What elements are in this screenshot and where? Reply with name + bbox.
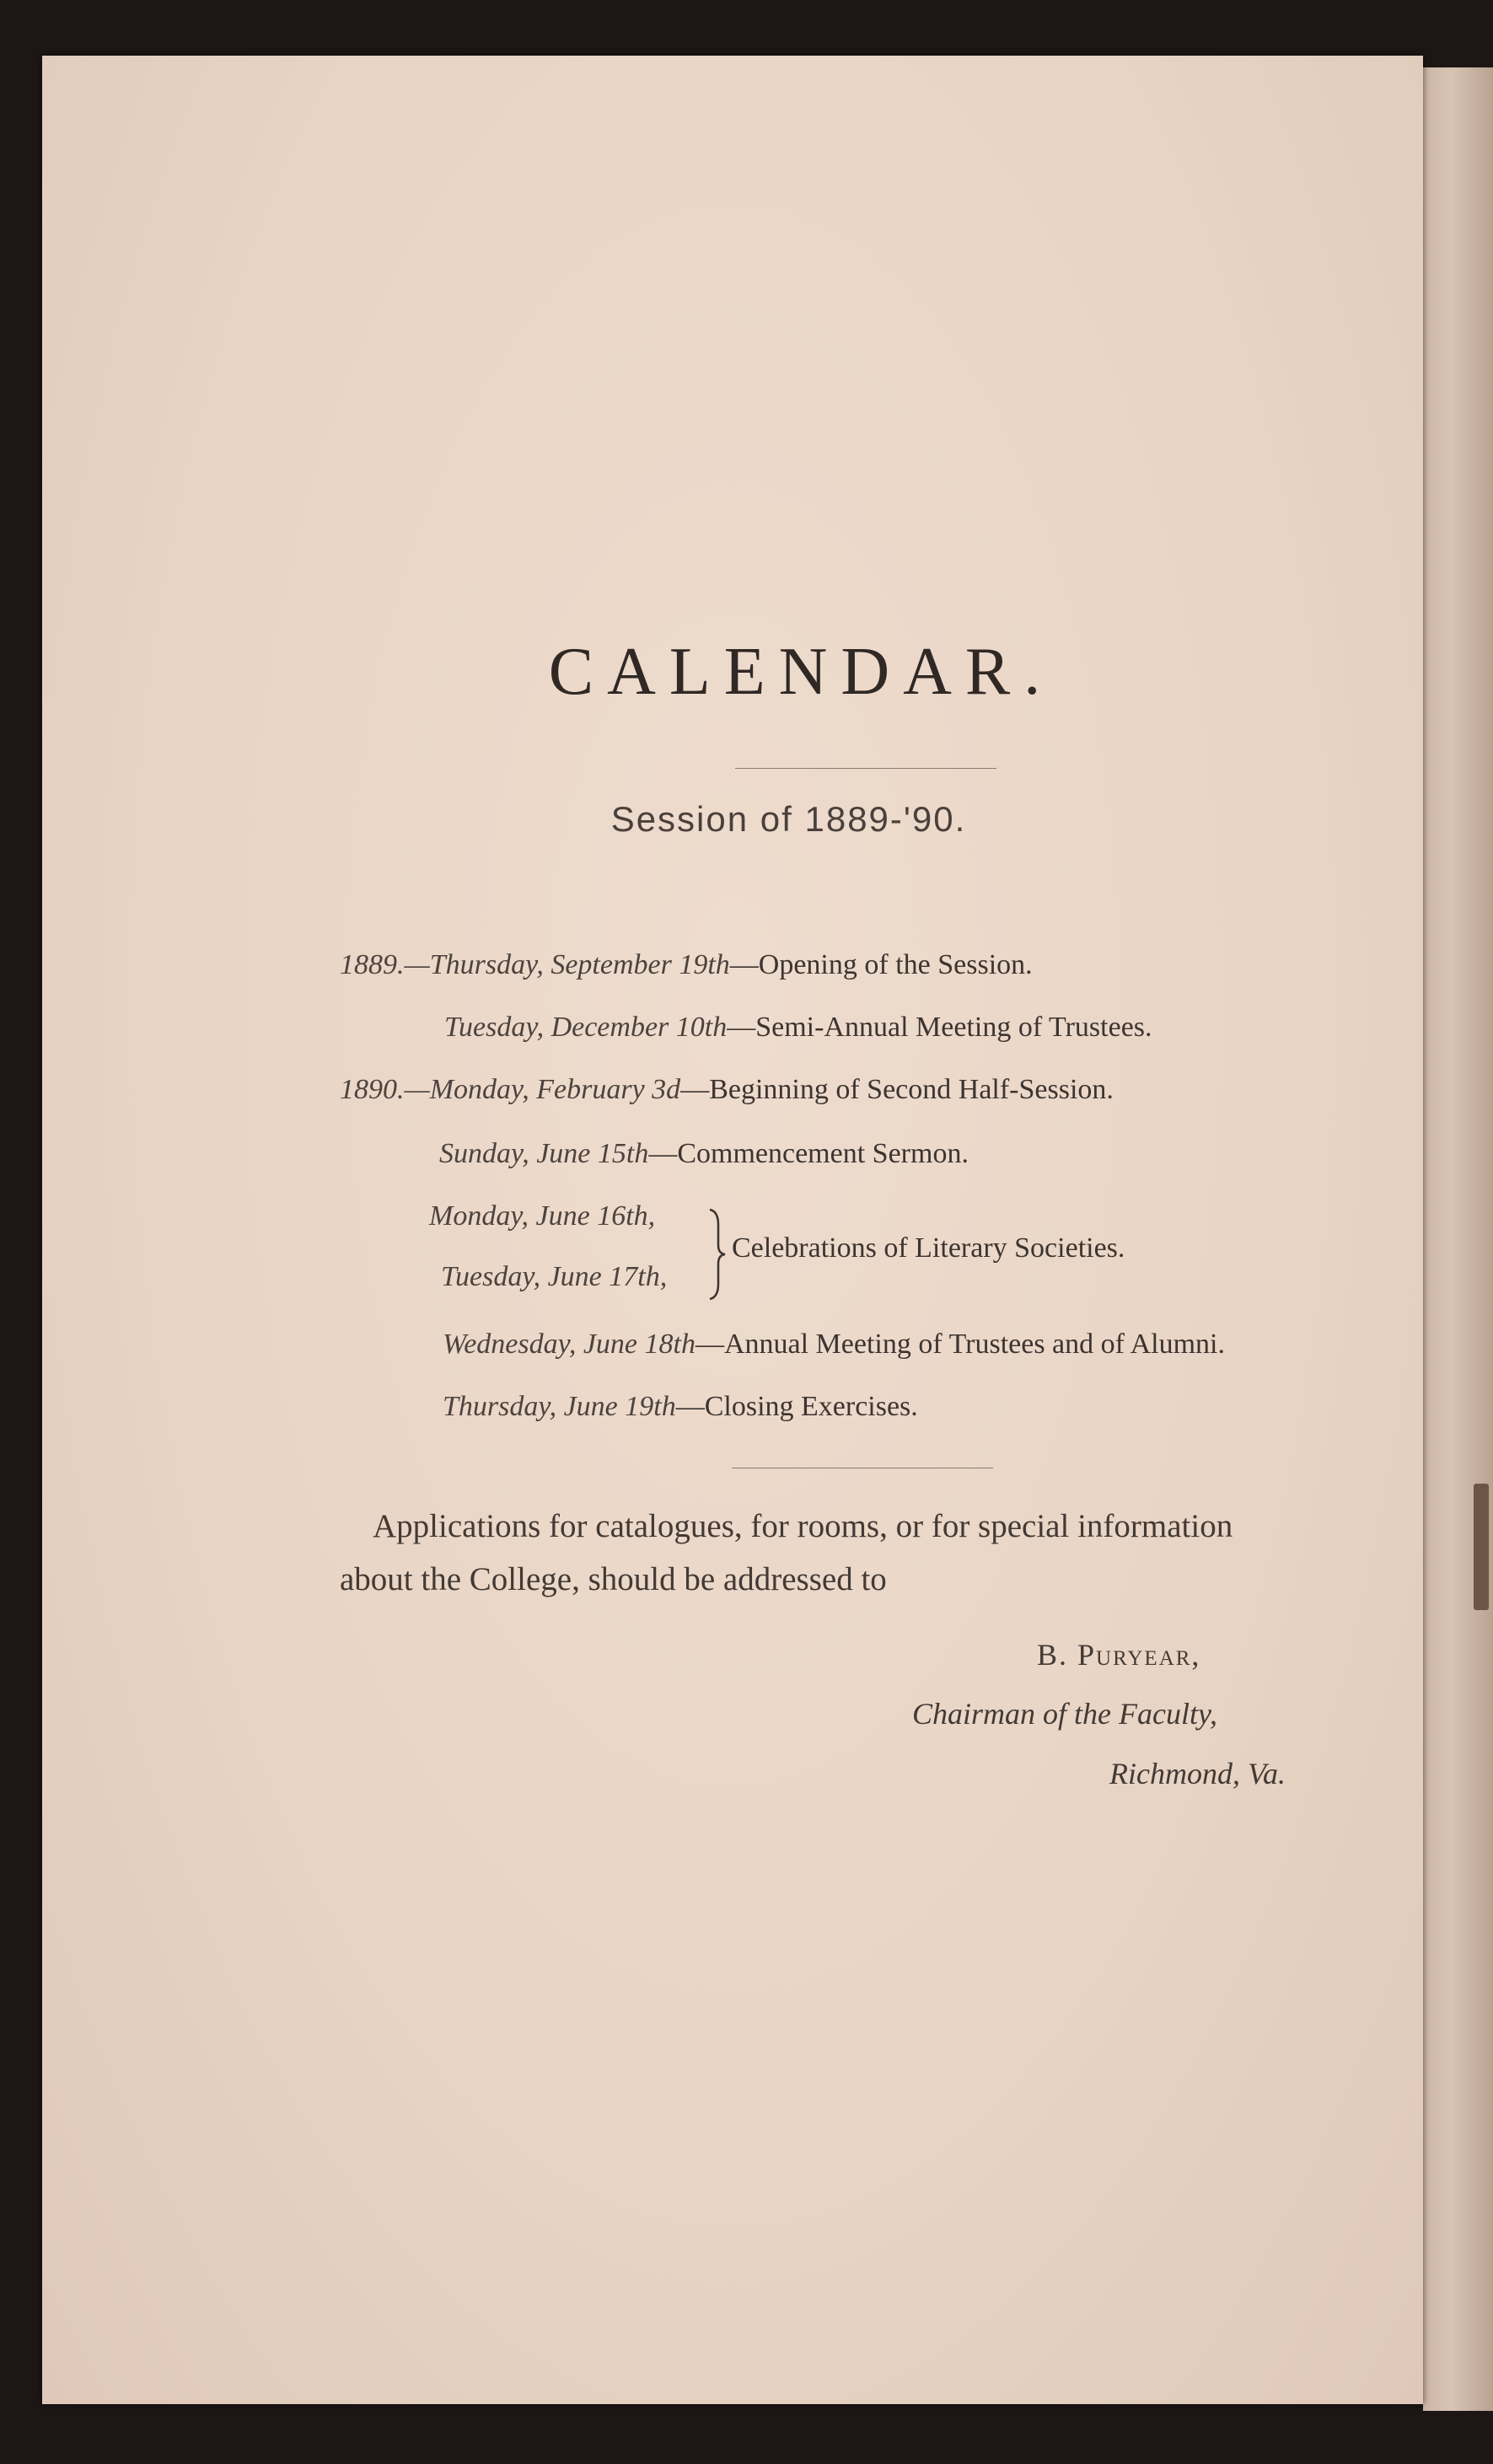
entry-separator: — (727, 1012, 756, 1043)
document-page (42, 56, 1423, 2404)
entry-event: Semi-Annual Meeting of Trustees. (755, 1012, 1152, 1043)
entry-date: Thursday, June 19th (443, 1391, 676, 1422)
entry-event: Commencement Sermon. (677, 1138, 969, 1169)
entry-separator: — (680, 1074, 710, 1105)
entry-date: Monday, February 3d (429, 1074, 681, 1105)
calendar-entry (444, 1012, 1152, 1044)
entry-date: Thursday, September 19th (429, 949, 730, 980)
entry-date: Wednesday, June 18th (443, 1329, 695, 1360)
calendar-entry (340, 949, 1033, 981)
entry-date: Tuesday, December 10th (444, 1012, 728, 1043)
calendar-entry (443, 1391, 918, 1423)
applications-line-2: about the College, should be addressed to (340, 1561, 887, 1597)
entry-year: 1890.— (340, 1074, 430, 1105)
entry-separator: — (648, 1138, 678, 1169)
entry-event: Beginning of Second Half-Session. (709, 1074, 1114, 1105)
signature-name: B. Puryear, (1037, 1638, 1201, 1672)
adjacent-page-edge (1423, 67, 1493, 2411)
calendar-entry (443, 1329, 1225, 1361)
curly-brace-icon (708, 1208, 727, 1301)
signature-place-text: Richmond, Va. (1109, 1757, 1286, 1790)
calendar-entry (439, 1138, 969, 1170)
calendar-entry (429, 1200, 655, 1232)
entry-event: Opening of the Session. (758, 949, 1033, 980)
calendar-entry (340, 1074, 1114, 1106)
entry-date: Monday, June 16th, (429, 1200, 656, 1232)
entry-date: Tuesday, June 17th, (441, 1261, 668, 1292)
brace-event: Celebrations of Literary Societies. (732, 1232, 1125, 1264)
signature-role-text: Chairman of the Faculty, (912, 1697, 1217, 1731)
binding-tab (1474, 1484, 1489, 1610)
entry-separator: — (695, 1329, 724, 1360)
entry-year: 1889.— (340, 949, 430, 980)
signature-place (1109, 1756, 1286, 1791)
entry-event: Annual Meeting of Trustees and of Alumni. (723, 1329, 1225, 1360)
entry-event: Closing Exercises. (704, 1391, 918, 1422)
entry-date: Sunday, June 15th (439, 1138, 649, 1169)
page-title: CALENDAR. (548, 635, 1055, 709)
entry-separator: — (675, 1391, 705, 1422)
session-heading: Session of 1889-'90. (610, 799, 967, 839)
calendar-entry (441, 1261, 667, 1293)
signature-role (912, 1696, 1217, 1731)
applications-line-1: Applications for catalogues, for rooms, or for special information (373, 1508, 1233, 1544)
entry-separator: — (729, 949, 759, 980)
divider-top (735, 768, 996, 769)
